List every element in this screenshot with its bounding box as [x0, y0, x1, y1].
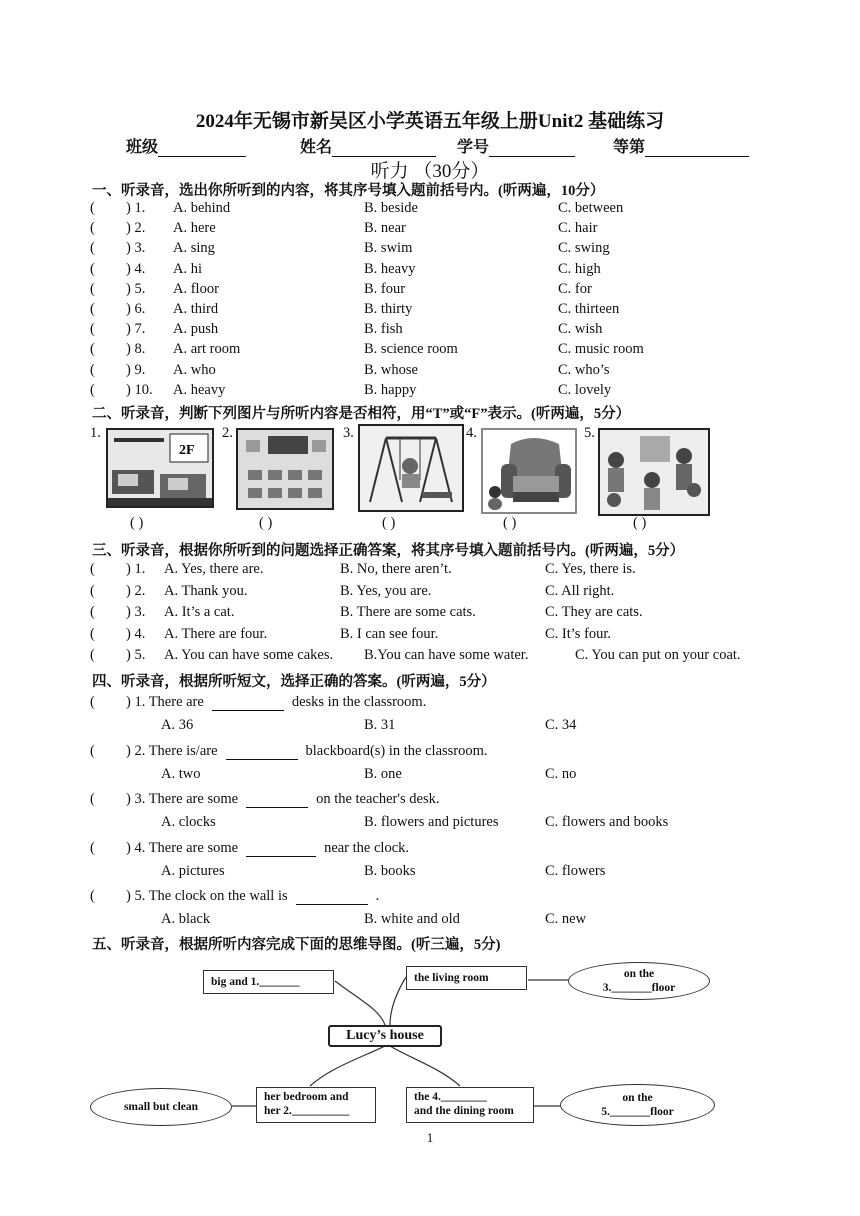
section1-heading: 一、听录音，选出你所听到的内容，将其序号填入题前括号内。(听两遍，10分）: [92, 183, 605, 199]
question-number: ) 2.: [126, 220, 146, 237]
question-text: ) 2. There is/are: [126, 742, 218, 759]
document-title: 2024年无锡市新吴区小学英语五年级上册Unit2 基础练习: [195, 111, 665, 132]
question-number: ) 7.: [126, 321, 146, 338]
floor-sign: 2F: [179, 443, 195, 458]
picture-number: 5.: [584, 425, 595, 441]
grade-label: 等第: [613, 139, 646, 156]
option-c: C. high: [558, 260, 601, 277]
option-b: B. fish: [364, 321, 403, 338]
option-c: C. hair: [558, 220, 598, 237]
answer-paren[interactable]: ( ): [130, 515, 144, 531]
answer-paren[interactable]: (: [90, 381, 95, 398]
question-text-end: desks in the classroom.: [291, 694, 427, 710]
option-b: B. flowers and pictures: [364, 814, 499, 830]
option-a: A. clocks: [161, 814, 216, 830]
mindmap-floor3: [568, 962, 710, 1000]
option-a: A. floor: [173, 280, 219, 297]
dining-line1: the 4.________: [414, 1091, 487, 1103]
bedroom-line2: her 2.__________: [264, 1105, 350, 1117]
question-text: ) 1. There are: [126, 694, 204, 710]
number-label: 学号: [457, 139, 490, 156]
option-b: B.You can have some water.: [364, 647, 529, 663]
page-number: 1: [426, 1130, 434, 1145]
option-b: B. books: [364, 862, 416, 879]
question-number: ) 3.: [126, 604, 146, 620]
floor3-line1: on the: [623, 968, 655, 980]
option-b: B. Yes, you are.: [340, 582, 432, 599]
section4-heading: 四、听录音，根据所听短文，选择正确的答案。(听两遍，5分）: [92, 674, 496, 690]
option-b: B. one: [364, 765, 402, 782]
option-b: B. No, there aren’t.: [340, 561, 452, 577]
option-c: C. between: [558, 200, 624, 216]
option-b: B. four: [364, 280, 406, 297]
option-c: C. swing: [558, 240, 610, 257]
answer-paren[interactable]: (: [90, 321, 95, 338]
option-a: A. heavy: [173, 381, 226, 398]
option-a: A. two: [161, 765, 201, 782]
picture-number: 1.: [90, 425, 101, 441]
answer-paren[interactable]: (: [90, 839, 95, 856]
answer-paren[interactable]: (: [90, 888, 95, 904]
question-number: ) 4.: [126, 260, 146, 277]
option-c: C. They are cats.: [545, 604, 643, 620]
question-number: ) 4.: [126, 625, 146, 642]
answer-paren[interactable]: ( ): [633, 515, 647, 531]
option-a: A. black: [161, 911, 211, 927]
answer-paren[interactable]: (: [90, 200, 95, 216]
answer-paren[interactable]: (: [90, 301, 95, 317]
answer-paren[interactable]: (: [90, 647, 95, 663]
answer-paren[interactable]: (: [90, 561, 95, 577]
option-c: C. thirteen: [558, 301, 620, 317]
question-number: ) 5.: [126, 280, 146, 297]
option-a: A. Thank you.: [164, 582, 248, 599]
option-b: B. swim: [364, 240, 413, 257]
question-number: ) 2.: [126, 582, 146, 599]
option-b: B. happy: [364, 381, 417, 398]
option-b: B. thirty: [364, 301, 413, 317]
option-b: B. I can see four.: [340, 625, 439, 642]
option-a: A. art room: [173, 341, 241, 358]
answer-paren[interactable]: (: [90, 240, 95, 257]
option-b: B. 31: [364, 717, 396, 733]
question-number: ) 8.: [126, 341, 146, 358]
option-c: C. new: [545, 911, 587, 927]
answer-paren[interactable]: (: [90, 694, 95, 710]
section2-heading: 二、听录音，判断下列图片与所听内容是否相符，用“T”或“F”表示。(听两遍，5分）: [92, 406, 631, 422]
class-label: 班级: [126, 139, 159, 156]
section3-heading: 三、听录音，根据你所听到的问题选择正确答案，将其序号填入题前括号内。(听两遍，5分）: [92, 543, 685, 559]
dining-line2: and the dining room: [414, 1105, 514, 1117]
option-b: B. There are some cats.: [340, 604, 476, 620]
section5-heading: 五、听录音，根据所听内容完成下面的思维导图。(听三遍，5分): [92, 937, 501, 953]
option-a: A. third: [173, 301, 219, 317]
option-a: A. Yes, there are.: [164, 561, 264, 577]
answer-paren[interactable]: ( ): [382, 515, 396, 531]
picture-number: 2.: [222, 425, 233, 441]
mindmap-small-clean: small but clean: [90, 1088, 232, 1126]
bedroom-line1: her bedroom and: [264, 1091, 349, 1103]
option-a: A. There are four.: [164, 625, 268, 642]
option-c: C. for: [558, 280, 592, 297]
answer-paren[interactable]: (: [90, 341, 95, 358]
picture-number: 4.: [466, 425, 477, 441]
option-c: C. music room: [558, 341, 644, 358]
option-a: A. It’s a cat.: [164, 604, 235, 620]
option-b: B. near: [364, 220, 406, 237]
option-a: A. sing: [173, 240, 215, 257]
option-a: A. behind: [173, 200, 231, 216]
floor5-line1: on the: [622, 1092, 653, 1104]
option-b: B. beside: [364, 200, 418, 216]
option-c: C. wish: [558, 321, 603, 338]
option-b: B. heavy: [364, 260, 416, 277]
question-text-end: blackboard(s) in the classroom.: [305, 742, 488, 759]
option-c: C. 34: [545, 717, 577, 733]
answer-paren[interactable]: (: [90, 791, 95, 807]
option-c: C. no: [545, 765, 577, 782]
option-c: C. flowers: [545, 862, 606, 879]
question-number: ) 6.: [126, 301, 146, 317]
question-number: ) 1.: [126, 561, 146, 577]
mindmap-living-room: the living room: [406, 966, 527, 990]
option-c: C. You can put on your coat.: [575, 647, 741, 663]
question-text: ) 4. There are some: [126, 839, 239, 856]
option-b: B. science room: [364, 341, 458, 358]
option-c: C. It’s four.: [545, 625, 612, 642]
floor5-line2: 5._______floor: [601, 1106, 674, 1118]
option-c: C. lovely: [558, 381, 612, 398]
name-label: 姓名: [300, 139, 333, 156]
answer-paren[interactable]: (: [90, 742, 95, 759]
question-text: ) 5. The clock on the wall is: [126, 888, 288, 904]
question-number: ) 9.: [126, 361, 146, 378]
question-number: ) 1.: [126, 200, 146, 216]
option-a: A. push: [173, 321, 219, 338]
mindmap-floor5: [560, 1084, 715, 1126]
picture-number: 3.: [343, 425, 354, 441]
question-text-end: .: [375, 888, 380, 904]
option-a: A. who: [173, 361, 216, 378]
option-c: C. Yes, there is.: [545, 561, 636, 577]
answer-paren[interactable]: ( ): [503, 515, 517, 531]
mindmap-bedroom: [256, 1087, 376, 1123]
option-a: A. pictures: [161, 862, 225, 879]
answer-paren[interactable]: (: [90, 220, 95, 237]
listening-title: 听力 （30分）: [370, 161, 490, 182]
option-a: A. You can have some cakes.: [164, 647, 334, 663]
option-b: B. white and old: [364, 911, 460, 927]
answer-paren[interactable]: (: [90, 604, 95, 620]
floor3-line2: 3._______floor: [602, 982, 676, 994]
question-number: ) 3.: [126, 240, 146, 257]
answer-paren[interactable]: (: [90, 582, 95, 599]
answer-paren[interactable]: ( ): [259, 515, 273, 531]
answer-paren[interactable]: (: [90, 361, 95, 378]
mindmap-big: big and 1._______: [203, 970, 334, 994]
option-c: C. flowers and books: [545, 814, 669, 830]
question-text: ) 3. There are some: [126, 791, 239, 807]
option-a: A. here: [173, 220, 216, 237]
option-c: C. who’s: [558, 361, 610, 378]
option-c: C. All right.: [545, 582, 615, 599]
question-number: ) 10.: [126, 381, 153, 398]
option-b: B. whose: [364, 361, 418, 378]
answer-paren[interactable]: (: [90, 625, 95, 642]
question-number: ) 5.: [126, 647, 146, 663]
answer-paren[interactable]: (: [90, 260, 95, 277]
mindmap-center: Lucy’s house: [328, 1025, 442, 1047]
question-text-end: on the teacher's desk.: [316, 791, 440, 807]
option-a: A. hi: [173, 260, 202, 277]
question-text-end: near the clock.: [324, 839, 410, 856]
mindmap-dining: [406, 1087, 534, 1123]
option-a: A. 36: [161, 717, 194, 733]
answer-paren[interactable]: (: [90, 280, 95, 297]
